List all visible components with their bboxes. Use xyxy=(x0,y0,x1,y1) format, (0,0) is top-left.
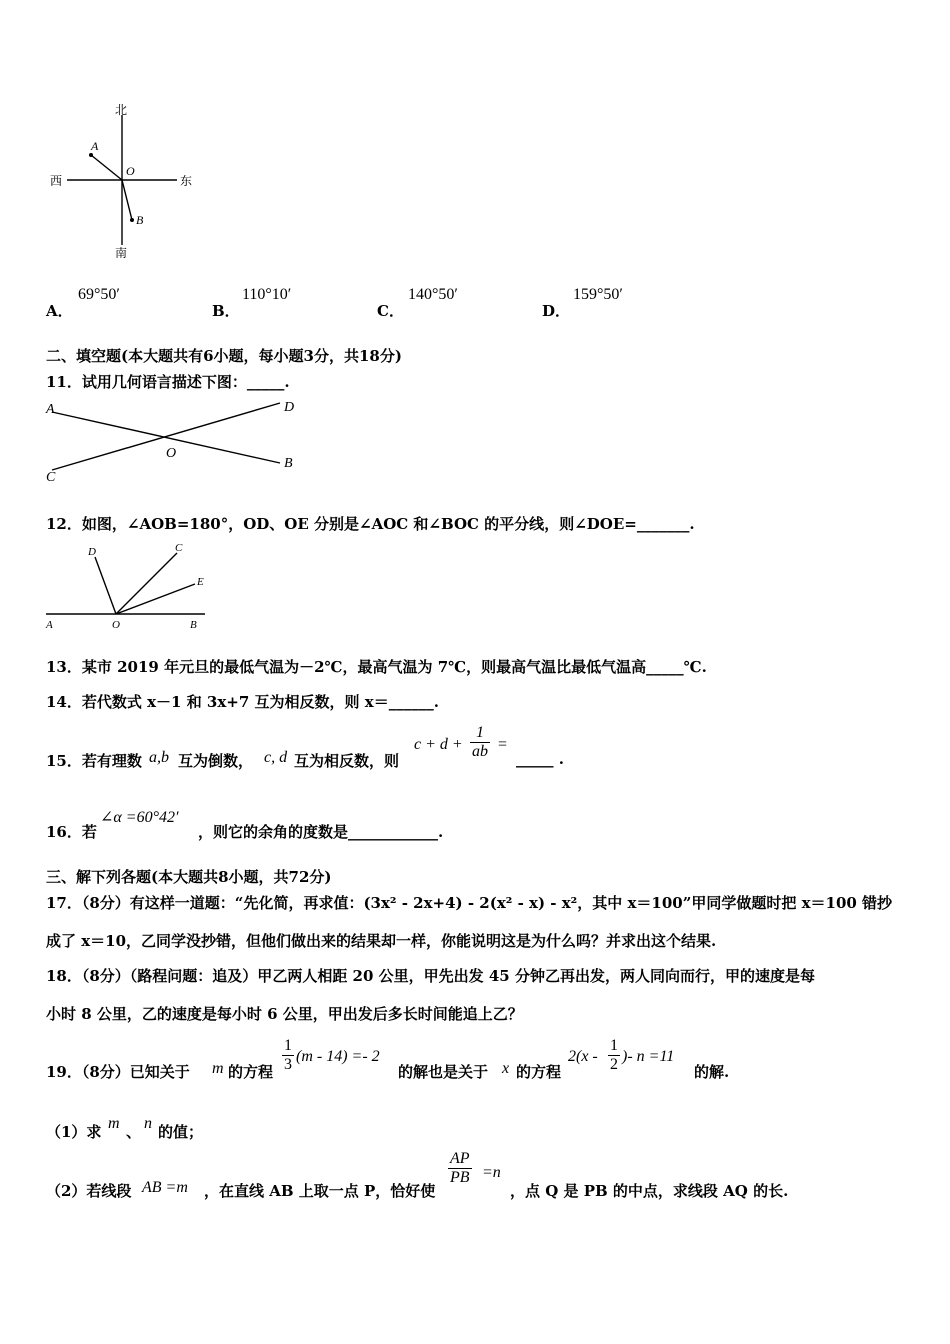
compass-figure xyxy=(40,100,210,260)
q12-text: 12．如图，∠AOB=180°，OD、OE 分别是∠AOC 和∠BOC 的平分线，则∠DOE=_______. xyxy=(46,515,695,533)
q19-part2-eq: =n xyxy=(482,1164,501,1181)
q19-var-m: m xyxy=(212,1060,224,1077)
q11-label-c: C xyxy=(46,470,56,485)
east-label: 东 xyxy=(180,174,193,188)
q19-part2-num: AP xyxy=(450,1150,470,1167)
q13-text: 13．某市 2019 年元旦的最低气温为－2℃，最高气温为 7℃，则最高气温比最低气温高_____℃. xyxy=(46,658,707,676)
q15-prefix: 15．若有理数 xyxy=(46,752,142,770)
q19-eq1-den: 3 xyxy=(284,1056,292,1073)
q19-part1-n: n xyxy=(144,1115,152,1132)
south-label: 南 xyxy=(115,246,128,260)
q15-mid2: 互为相反数，则 xyxy=(294,752,400,770)
q12-label-o: O xyxy=(112,619,120,631)
q12-label-c: C xyxy=(175,542,183,554)
q19-suffix: 的解. xyxy=(694,1063,730,1081)
q11-label-o: O xyxy=(166,446,177,461)
q15-frac-den: ab xyxy=(472,743,488,760)
section2-title: 二、填空题(本大题共有6小题，每小题3分，共18分) xyxy=(46,347,402,365)
q19-eq1-num: 1 xyxy=(284,1037,292,1054)
q15-mid1: 互为倒数， xyxy=(178,752,254,770)
q19-eq2-num: 1 xyxy=(610,1037,618,1054)
q14-text: 14．若代数式 x－1 和 3x+7 互为相反数，则 x＝______. xyxy=(46,693,439,711)
q19-part2-den: PB xyxy=(450,1169,470,1186)
q19-eq1-rest: (m - 14) =- 2 xyxy=(296,1048,380,1065)
q19-part2-fraction xyxy=(448,1150,472,1187)
q18-line2: 小时 8 公里，乙的速度是每小时 6 公里，甲出发后多长时间能追上乙？ xyxy=(46,1005,523,1023)
q19 xyxy=(46,1037,926,1087)
q19-eq2-b: )- n =11 xyxy=(622,1048,675,1065)
option-c-value: 140°50′ xyxy=(408,286,458,303)
option-d-letter: D． xyxy=(542,302,571,320)
q12-label-a: A xyxy=(46,619,53,631)
section3-title: 三、解下列各题(本大题共8小题，共72分) xyxy=(46,868,332,886)
north-label: 北 xyxy=(115,103,128,117)
q19-part2-prefix: （2）若线段 xyxy=(46,1182,132,1200)
q17-line2: 成了 x＝10，乙同学没抄错，但他们做出来的结果却一样，你能说明这是为什么吗？并求出这个结果. xyxy=(46,932,717,950)
q18-line1: 18．（8分）（路程问题：追及）甲乙两人相距 20 公里，甲先出发 45 分钟乙再出发，两人同向而行，甲的速度是每 xyxy=(46,967,815,985)
q19-part2-ab: AB =m xyxy=(142,1179,188,1196)
q19-var-x: x xyxy=(502,1060,510,1077)
q19-eq1-fraction xyxy=(282,1037,294,1074)
q19-mid1: 的方程 xyxy=(228,1063,274,1081)
q19-part2-mid: ，在直线 AB 上取一点 P，恰好使 xyxy=(204,1182,436,1200)
q12-figure xyxy=(40,540,220,632)
q11-figure xyxy=(40,395,310,490)
q19-part1-sep: 、 xyxy=(126,1123,142,1141)
q11-text: 11．试用几何语言描述下图：_____. xyxy=(46,373,290,391)
west-label: 西 xyxy=(50,174,63,188)
q19-part1-prefix: （1）求 xyxy=(46,1123,102,1141)
option-d-value: 159°50′ xyxy=(573,286,623,303)
q19-part1-suffix: 的值； xyxy=(158,1123,204,1141)
q19-mid2: 的解也是关于 xyxy=(398,1063,489,1081)
point-o-label: O xyxy=(126,164,135,178)
q19-part1-m: m xyxy=(108,1115,120,1132)
option-a-letter: A． xyxy=(46,302,73,320)
q12-label-d: D xyxy=(88,546,96,558)
q15-ab: a,b xyxy=(149,749,169,766)
point-b-label: B xyxy=(136,213,144,227)
q11-label-d: D xyxy=(284,400,295,415)
q19-eq2-a: 2(x - xyxy=(568,1048,598,1065)
q19-part2 xyxy=(46,1150,926,1200)
q16-condition: ∠α =60°42′ xyxy=(100,809,179,826)
q12-label-e: E xyxy=(197,576,204,588)
q15-frac-num: 1 xyxy=(470,724,490,743)
point-a-label: A xyxy=(91,139,99,153)
q16-suffix: ，则它的余角的度数是____________. xyxy=(198,823,444,841)
q15-eq: = xyxy=(498,736,508,753)
q19-mid3: 的方程 xyxy=(516,1063,562,1081)
q12-label-b: B xyxy=(190,619,197,631)
option-b-value: 110°10′ xyxy=(242,286,292,303)
q11-label-a: A xyxy=(46,402,55,417)
q15-blank: _____ . xyxy=(516,750,564,768)
q15-cd: c, d xyxy=(264,749,288,766)
q19-eq2-den: 2 xyxy=(610,1056,618,1073)
option-b-letter: B． xyxy=(212,302,240,320)
q15-fraction xyxy=(470,724,490,761)
q16-prefix: 16．若 xyxy=(46,823,97,841)
option-c-letter: C． xyxy=(377,302,404,320)
q11-label-b: B xyxy=(284,456,293,471)
q15-expr: c + d + xyxy=(414,736,463,753)
q10-options xyxy=(46,286,916,320)
q19-eq2-fraction xyxy=(608,1037,620,1074)
q17-line1: 17．（8分）有这样一道题：“先化简，再求值：(3x² - 2x+4) - 2(x² - x) - x²，其中 x＝100”甲同学做题时把 x＝100 错抄 xyxy=(46,894,893,912)
q19-part2-suffix: ，点 Q 是 PB 的中点，求线段 AQ 的长. xyxy=(510,1182,789,1200)
option-a-value: 69°50′ xyxy=(78,286,120,303)
q19-prefix: 19．（8分）已知关于 xyxy=(46,1063,190,1081)
